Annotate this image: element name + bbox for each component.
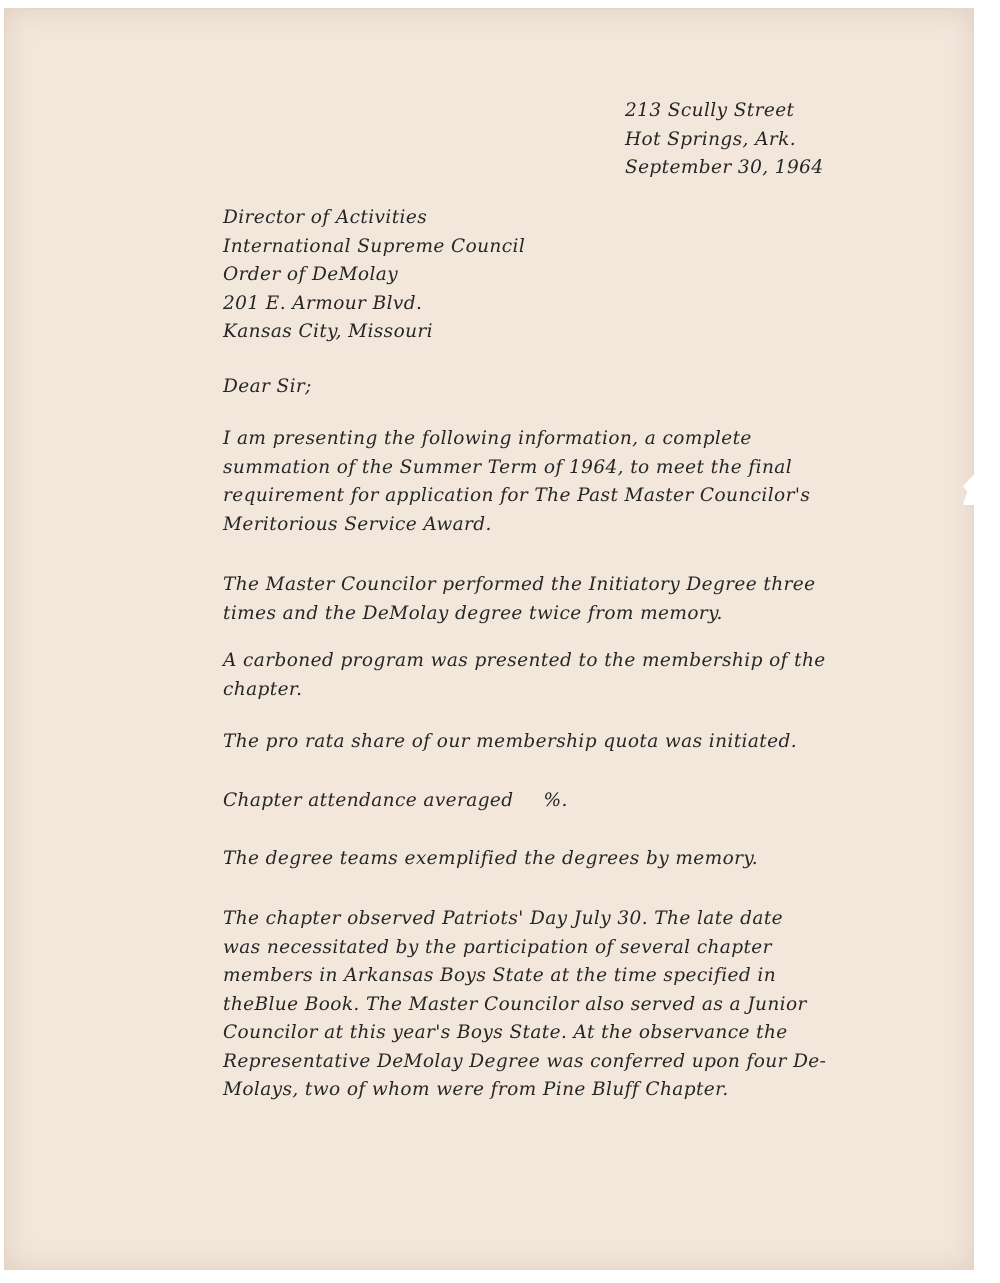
paragraph-line: The chapter observed Patriots' Day July 30. The late date	[223, 908, 784, 929]
letter-page	[4, 8, 974, 1270]
paragraph-line: summation of the Summer Term of 1964, to meet the final	[223, 456, 793, 478]
paragraph-line: I am presenting the following information, a complete	[223, 428, 752, 449]
paragraph-line: Councilor at this year's Boys State. At the observance the	[223, 1022, 788, 1043]
inside-address-line: Kansas City, Missouri	[223, 321, 433, 342]
paper-edge-tear	[963, 471, 977, 505]
inside-address	[223, 204, 525, 347]
paragraph-line: Molays, two of whom were from Pine Bluff Chapter.	[223, 1079, 729, 1100]
paragraph-degree-teams: The degree teams exemplified the degrees by memory.	[223, 848, 759, 869]
paragraph-line: times and the DeMolay degree twice from memory.	[223, 602, 723, 624]
inside-address-line: International Supreme Council	[223, 235, 526, 257]
inside-address-line: 201 E. Armour Blvd.	[223, 292, 423, 314]
paragraph-attendance	[223, 790, 568, 811]
paragraph-line: chapter.	[223, 678, 303, 700]
attendance-text: Chapter attendance averaged	[223, 790, 514, 811]
return-address	[625, 97, 824, 183]
paragraph-line: members in Arkansas Boys State at the time specified in	[223, 965, 777, 986]
paragraph-line: theBlue Book. The Master Councilor also served as a Junior	[223, 993, 807, 1015]
letter-date: September 30, 1964	[625, 157, 824, 178]
paragraph-line: was necessitated by the participation of several chapter	[223, 936, 772, 958]
paragraph-application	[223, 425, 810, 539]
paragraph-patriots-day	[223, 905, 826, 1105]
return-street: 213 Scully Street	[625, 100, 795, 121]
salutation: Dear Sir;	[223, 376, 312, 397]
return-city: Hot Springs, Ark.	[625, 128, 796, 150]
attendance-unit: %.	[543, 790, 568, 811]
paragraph-carboned-program	[223, 647, 826, 704]
paragraph-line: Representative DeMolay Degree was conferred upon four De-	[223, 1050, 827, 1072]
inside-address-line: Order of DeMolay	[223, 264, 399, 285]
paragraph-line: requirement for application for The Past Master Councilor's	[223, 485, 811, 506]
inside-address-line: Director of Activities	[223, 207, 428, 228]
paragraph-line: A carboned program was presented to the membership of the	[223, 650, 826, 671]
paragraph-membership-quota: The pro rata share of our membership quota was initiated.	[223, 731, 797, 752]
paragraph-line: Meritorious Service Award.	[223, 513, 492, 535]
paragraph-line: The Master Councilor performed the Initiatory Degree three	[223, 574, 816, 595]
paragraph-degrees-performed	[223, 571, 816, 628]
